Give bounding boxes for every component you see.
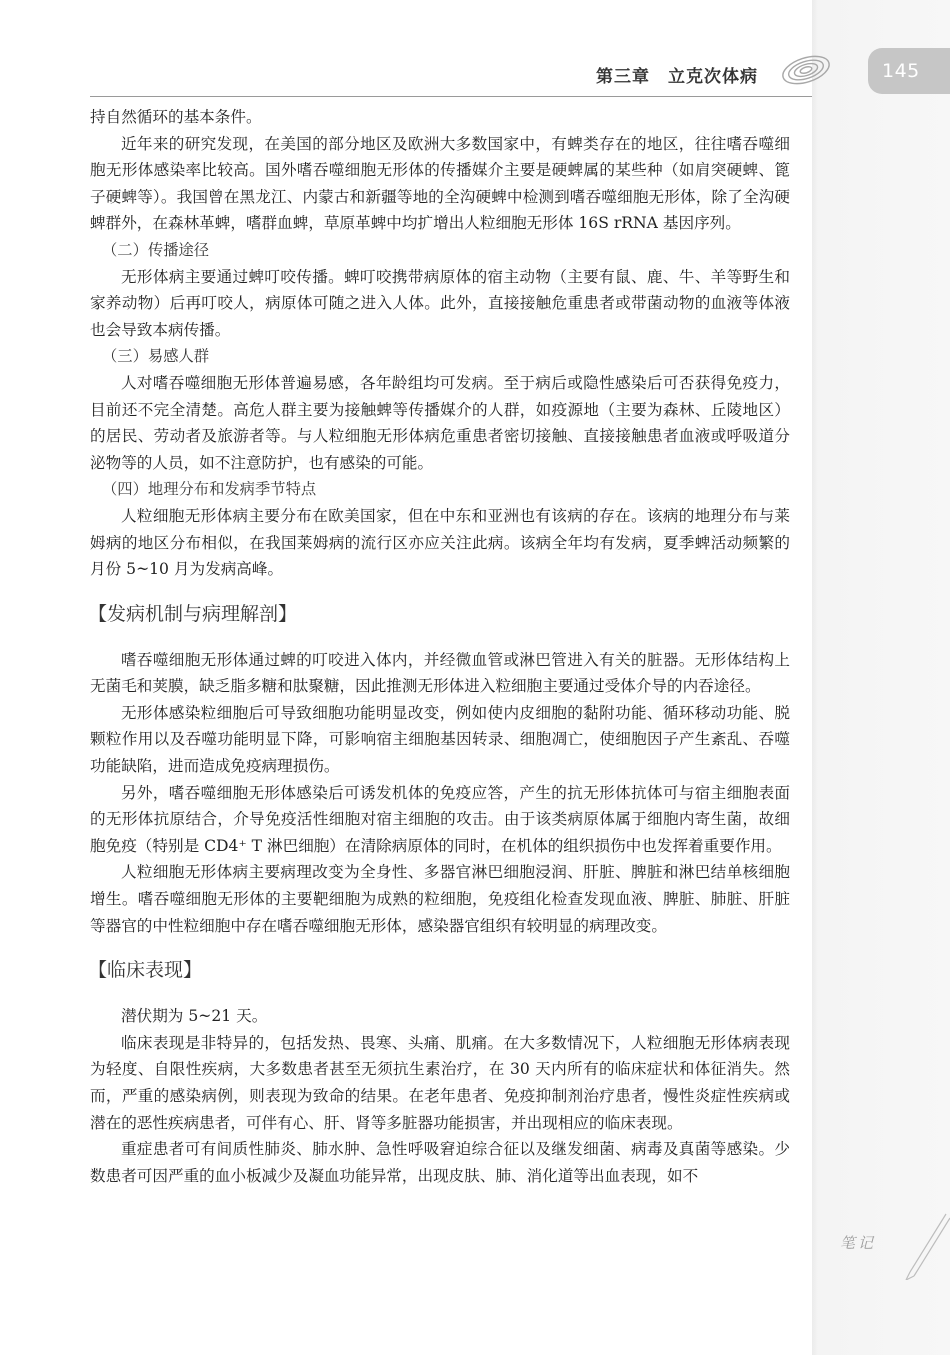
- header-divider: [90, 96, 812, 97]
- chapter-title: 第三章 立克次体病: [596, 67, 758, 87]
- body-paragraph: 临床表现是非特异的，包括发热、畏寒、头痛、肌痛。在大多数情况下，人粒细胞无形体病表现为轻度、自限性疾病，大多数患者甚至无须抗生素治疗，在 30 天内所有的临床症状和体征消失。然而，严重的感染病例，则表现为致命的结果。在老年患者、免疫抑制剂治疗患者，慢性炎症性疾病或潜在的恶性疾病患者，可伴有心、肝、肾等多脏器功能损害，并出现相应的临床表现。: [90, 1033, 790, 1132]
- body-paragraph: 人粒细胞无形体病主要分布在欧美国家，但在中东和亚洲也有该病的存在。该病的地理分布与莱姆病的地区分布相似，在我国莱姆病的流行区亦应关注此病。该病全年均有发病，夏季蜱活动频繁的月份 5~10 月为发病高峰。: [90, 506, 790, 579]
- page-margin-strip: [812, 0, 950, 1355]
- body-paragraph: 潜伏期为 5~21 天。: [121, 1007, 268, 1026]
- body-paragraph: 无形体感染粒细胞后可导致细胞功能明显改变，例如使内皮细胞的黏附功能、循环移动功能、脱颗粒作用以及吞噬功能明显下降，可影响宿主细胞基因转录、细胞凋亡，使细胞因子产生紊乱、吞噬功能缺陷，进而造成免疫病理损伤。: [90, 703, 790, 776]
- page-number: 145: [882, 60, 920, 82]
- body-paragraph: 另外，嗜吞噬细胞无形体感染后可诱发机体的免疫应答，产生的抗无形体抗体可与宿主细胞表面的无形体抗原结合，介导免疫活性细胞对宿主细胞的攻击。由于该类病原体属于细胞内寄生菌，故细胞免疫（特别是 CD4⁺ T 淋巴细胞）在清除病原体的同时，在机体的组织损伤中也发挥着重要作用。: [90, 783, 790, 855]
- subsection-heading: （三）易感人群: [102, 347, 210, 366]
- section-heading: 【发病机制与病理解剖】: [88, 602, 298, 625]
- subsection-heading: （四）地理分布和发病季节特点: [102, 480, 317, 499]
- body-paragraph: 无形体病主要通过蜱叮咬传播。蜱叮咬携带病原体的宿主动物（主要有鼠、鹿、牛、羊等野生和家养动物）后再叮咬人，病原体可随之进入人体。此外，直接接触危重患者或带菌动物的血液等体液也会导致本病传播。: [90, 267, 790, 339]
- notes-label: 笔记: [840, 1234, 877, 1252]
- body-paragraph: 近年来的研究发现，在美国的部分地区及欧洲大多数国家中，有蜱类存在的地区，往往嗜吞噬细胞无形体感染率比较高。国外嗜吞噬细胞无形体的传播媒介主要是硬蜱属的某些种（如肩突硬蜱、篦子硬蜱等）。我国曾在黑龙江、内蒙古和新疆等地的全沟硬蜱中检测到嗜吞噬细胞无形体，除了全沟硬蜱群外，在森林革蜱，嗜群血蜱，草原革蜱中均扩增出人粒细胞无形体 16S rRNA 基因序列。: [90, 134, 790, 233]
- subsection-heading: （二）传播途径: [102, 240, 210, 259]
- section-heading: 【临床表现】: [88, 959, 203, 982]
- page-body: [90, 104, 790, 1189]
- body-paragraph: 人对嗜吞噬细胞无形体普遍易感，各年龄组均可发病。至于病后或隐性感染后可否获得免疫力，目前还不完全清楚。高危人群主要为接触蜱等传播媒介的人群，如疫源地（主要为森林、丘陵地区）的居民、劳动者及旅游者等。与人粒细胞无形体病危重患者密切接触、直接接触患者血液或呼吸道分泌物等的人员，如不注意防护，也有感染的可能。: [90, 373, 790, 472]
- body-paragraph: 人粒细胞无形体病主要病理改变为全身性、多器官淋巴细胞浸润、肝脏、脾脏和淋巴结单核细胞增生。嗜吞噬细胞无形体的主要靶细胞为成熟的粒细胞，免疫组化检查发现血液、脾脏、肺脏、肝脏等器官的中性粒细胞中存在嗜吞噬细胞无形体，感染器官组织有较明显的病理改变。: [90, 863, 790, 935]
- pencil-icon: [900, 1210, 950, 1280]
- body-paragraph: 持自然循环的基本条件。: [90, 108, 262, 126]
- body-paragraph: 嗜吞噬细胞无形体通过蜱的叮咬进入体内，并经微血管或淋巴管进入有关的脏器。无形体结构上无菌毛和荚膜，缺乏脂多糖和肽聚糖，因此推测无形体进入粒细胞主要通过受体介导的内吞途径。: [90, 650, 790, 696]
- swirl-logo-icon: [776, 46, 836, 90]
- body-paragraph: 重症患者可有间质性肺炎、肺水肿、急性呼吸窘迫综合征以及继发细菌、病毒及真菌等感染。少数患者可因严重的血小板减少及凝血功能异常，出现皮肤、肺、消化道等出血表现，如不: [90, 1140, 790, 1185]
